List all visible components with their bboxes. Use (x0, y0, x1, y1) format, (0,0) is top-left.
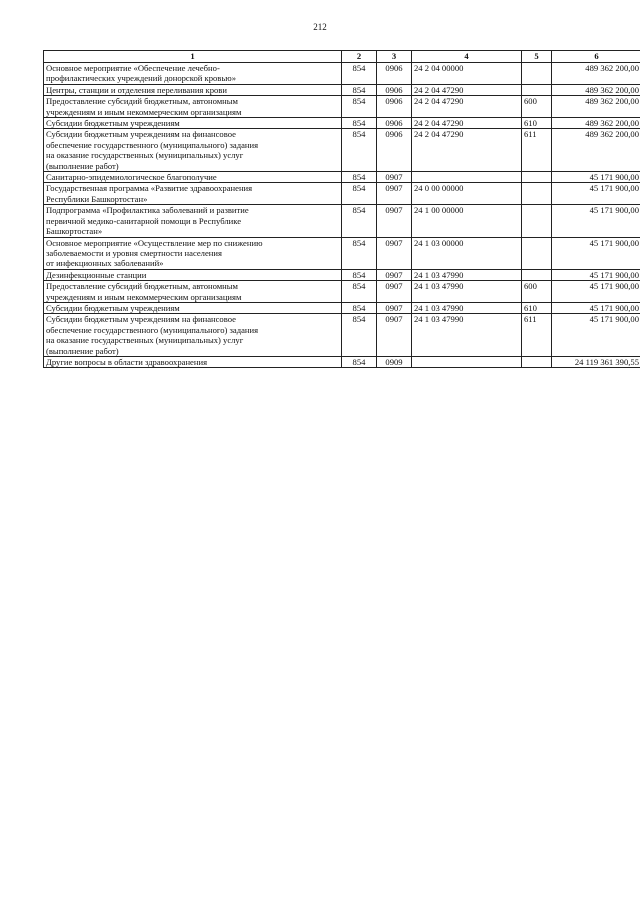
row-ved-code: 854 (342, 96, 377, 118)
table-body (44, 63, 640, 368)
row-expense-type (522, 237, 552, 269)
row-ved-code: 854 (342, 281, 377, 303)
row-name: Другие вопросы в области здравоохранения (44, 356, 342, 367)
column-header: 5 (522, 51, 552, 63)
row-ved-code: 854 (342, 129, 377, 172)
row-section-code: 0907 (377, 172, 412, 183)
table-row (44, 356, 640, 367)
row-target-article: 24 2 04 47290 (412, 96, 522, 118)
row-section-code: 0906 (377, 129, 412, 172)
row-ved-code: 854 (342, 356, 377, 367)
row-expense-type (522, 356, 552, 367)
row-name: Субсидии бюджетным учреждениям (44, 302, 342, 313)
row-target-article: 24 1 03 47990 (412, 281, 522, 303)
row-expense-type (522, 172, 552, 183)
row-sum: 45 171 900,00 (552, 314, 640, 357)
row-sum: 45 171 900,00 (552, 302, 640, 313)
row-name: Центры, станции и отделения переливания крови (44, 84, 342, 95)
table-row (44, 84, 640, 95)
row-sum: 45 171 900,00 (552, 205, 640, 237)
row-expense-type (522, 63, 552, 85)
row-ved-code: 854 (342, 302, 377, 313)
row-name: Субсидии бюджетным учреждениям на финансовое обеспечение государственного (муниципального) задания на оказание государственных (муниципальных) услуг (выполнение работ) (44, 314, 342, 357)
row-sum: 489 362 200,00 (552, 96, 640, 118)
table-row (44, 129, 640, 172)
row-ved-code: 854 (342, 314, 377, 357)
row-name: Основное мероприятие «Обеспечение лечебно- профилактических учреждений донорской кровью» (44, 63, 342, 85)
row-name: Дезинфекционные станции (44, 269, 342, 280)
row-target-article: 24 2 04 47290 (412, 129, 522, 172)
row-name: Субсидии бюджетным учреждениям (44, 118, 342, 129)
row-sum: 45 171 900,00 (552, 172, 640, 183)
table-row (44, 183, 640, 205)
page-number: 212 (313, 22, 327, 32)
budget-table (43, 50, 640, 368)
table-row (44, 118, 640, 129)
row-expense-type: 611 (522, 129, 552, 172)
column-header: 2 (342, 51, 377, 63)
row-expense-type (522, 269, 552, 280)
row-expense-type (522, 84, 552, 95)
row-ved-code: 854 (342, 183, 377, 205)
row-section-code: 0907 (377, 237, 412, 269)
row-sum: 24 119 361 390,55 (552, 356, 640, 367)
column-header: 6 (552, 51, 640, 63)
row-target-article: 24 1 03 47990 (412, 269, 522, 280)
row-section-code: 0906 (377, 63, 412, 85)
row-target-article: 24 2 04 47290 (412, 84, 522, 95)
row-ved-code: 854 (342, 84, 377, 95)
row-name: Санитарно-эпидемиологическое благополучие (44, 172, 342, 183)
row-target-article (412, 172, 522, 183)
row-sum: 489 362 200,00 (552, 63, 640, 85)
row-name: Предоставление субсидий бюджетным, автономным учреждениям и иным некоммерческим организациям (44, 281, 342, 303)
row-ved-code: 854 (342, 172, 377, 183)
row-section-code: 0907 (377, 269, 412, 280)
row-ved-code: 854 (342, 269, 377, 280)
row-section-code: 0906 (377, 84, 412, 95)
row-target-article: 24 2 04 00000 (412, 63, 522, 85)
row-section-code: 0907 (377, 183, 412, 205)
row-section-code: 0907 (377, 302, 412, 313)
row-target-article: 24 1 00 00000 (412, 205, 522, 237)
table-row (44, 63, 640, 85)
row-expense-type: 610 (522, 302, 552, 313)
table-header-row (44, 51, 640, 63)
row-ved-code: 854 (342, 63, 377, 85)
row-sum: 489 362 200,00 (552, 118, 640, 129)
row-sum: 45 171 900,00 (552, 183, 640, 205)
row-sum: 489 362 200,00 (552, 129, 640, 172)
row-target-article: 24 1 03 00000 (412, 237, 522, 269)
row-expense-type: 611 (522, 314, 552, 357)
row-target-article (412, 356, 522, 367)
row-expense-type (522, 205, 552, 237)
table-row (44, 302, 640, 313)
row-sum: 45 171 900,00 (552, 269, 640, 280)
row-ved-code: 854 (342, 118, 377, 129)
row-expense-type (522, 183, 552, 205)
column-header: 1 (44, 51, 342, 63)
table-row (44, 281, 640, 303)
row-section-code: 0907 (377, 205, 412, 237)
row-sum: 45 171 900,00 (552, 237, 640, 269)
row-section-code: 0906 (377, 118, 412, 129)
row-name: Основное мероприятие «Осуществление мер по снижению заболеваемости и уровня смертности населения от инфекционных заболеваний» (44, 237, 342, 269)
row-name: Субсидии бюджетным учреждениям на финансовое обеспечение государственного (муниципального) задания на оказание государственных (муниципальных) услуг (выполнение работ) (44, 129, 342, 172)
column-header: 3 (377, 51, 412, 63)
table-row (44, 314, 640, 357)
table-row (44, 205, 640, 237)
row-target-article: 24 0 00 00000 (412, 183, 522, 205)
row-expense-type: 600 (522, 281, 552, 303)
row-target-article: 24 2 04 47290 (412, 118, 522, 129)
row-sum: 489 362 200,00 (552, 84, 640, 95)
row-target-article: 24 1 03 47990 (412, 314, 522, 357)
row-section-code: 0909 (377, 356, 412, 367)
row-ved-code: 854 (342, 205, 377, 237)
row-target-article: 24 1 03 47990 (412, 302, 522, 313)
column-header: 4 (412, 51, 522, 63)
row-name: Государственная программа «Развитие здравоохранения Республики Башкортостан» (44, 183, 342, 205)
row-ved-code: 854 (342, 237, 377, 269)
row-name: Предоставление субсидий бюджетным, автономным учреждениям и иным некоммерческим организациям (44, 96, 342, 118)
row-section-code: 0906 (377, 96, 412, 118)
row-name: Подпрограмма «Профилактика заболеваний и развитие первичной медико-санитарной помощи в Республике Башкортостан» (44, 205, 342, 237)
row-section-code: 0907 (377, 281, 412, 303)
row-section-code: 0907 (377, 314, 412, 357)
row-sum: 45 171 900,00 (552, 281, 640, 303)
row-expense-type: 600 (522, 96, 552, 118)
table-row (44, 269, 640, 280)
row-expense-type: 610 (522, 118, 552, 129)
table-row (44, 237, 640, 269)
table-row (44, 172, 640, 183)
table-row (44, 96, 640, 118)
